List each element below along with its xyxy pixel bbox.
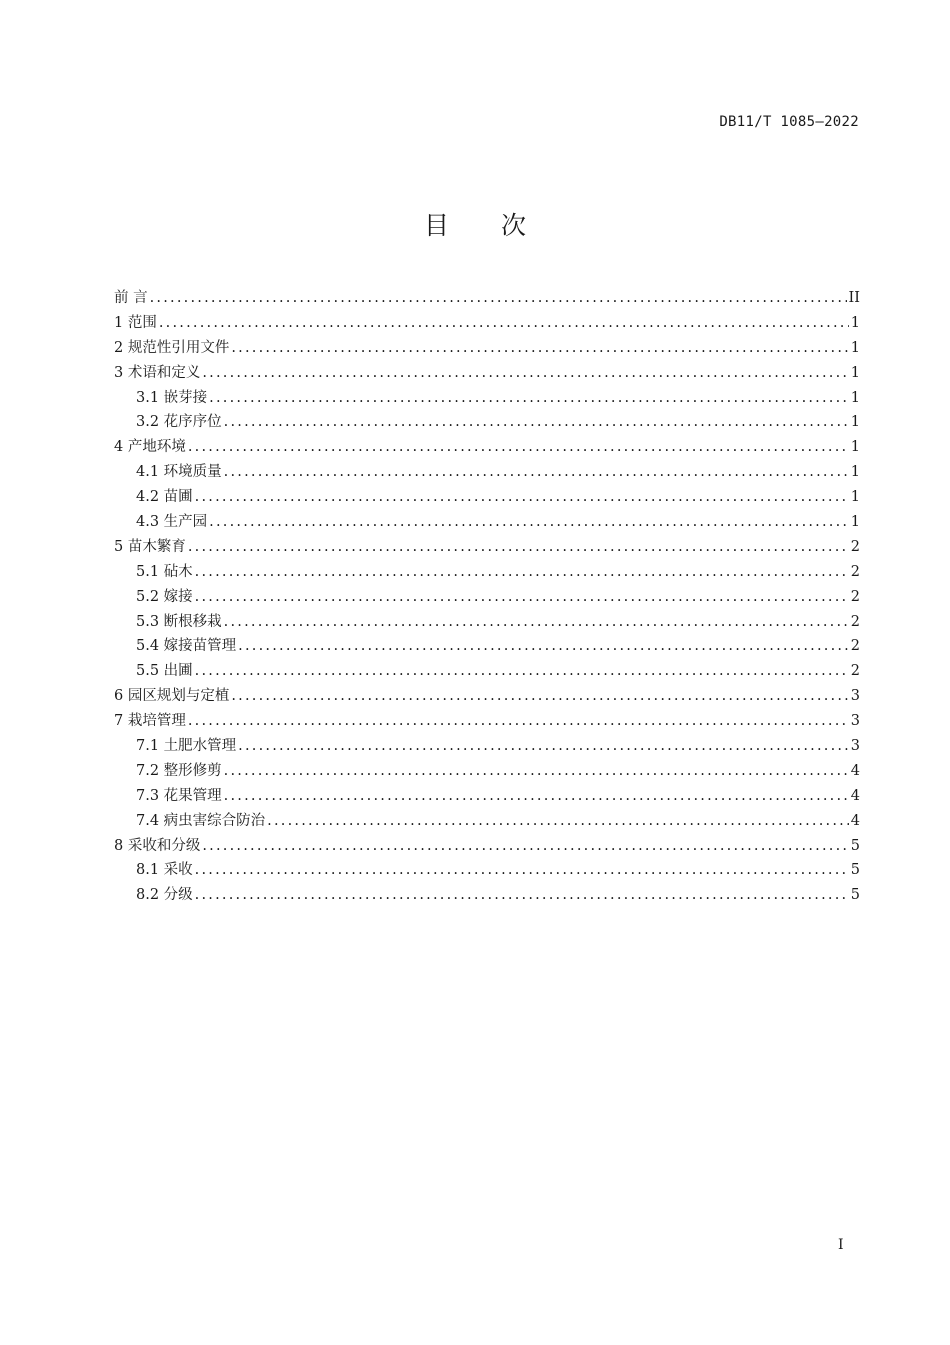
toc-entry-label: 5.4 嫁接苗管理 (136, 638, 237, 655)
toc-dot-leader (195, 663, 849, 679)
toc-entry-label: 前 言 (114, 290, 148, 306)
document-code: DB11/T 1085—2022 (719, 114, 859, 130)
toc-entry[interactable] (114, 386, 860, 411)
toc-entry-page: 4 (850, 787, 860, 804)
toc-dot-leader (150, 290, 847, 306)
toc-entry-page: 3 (850, 688, 860, 705)
toc-dot-leader (224, 414, 849, 430)
toc-dot-leader (188, 439, 849, 455)
page-title: 目 次 (424, 211, 548, 240)
toc-entry[interactable] (114, 610, 860, 635)
toc-entry-page: 1 (850, 339, 860, 356)
toc-entry-label: 8.2 分级 (136, 887, 193, 904)
toc-entry-label: 5.1 砧木 (136, 563, 193, 580)
toc-entry-label: 1 范围 (114, 314, 157, 331)
toc-entry-page: 2 (850, 588, 860, 605)
toc-entry-label: 3.2 花序序位 (136, 414, 222, 431)
toc-entry[interactable] (114, 535, 860, 560)
toc-entry-page: 1 (850, 464, 860, 481)
toc-dot-leader (195, 489, 849, 505)
toc-entry-label: 7.4 病虫害综合防治 (136, 812, 266, 829)
toc-dot-leader (224, 763, 849, 779)
toc-entry[interactable] (114, 784, 860, 809)
toc-dot-leader (202, 365, 848, 381)
toc-entry-page: 5 (850, 837, 860, 854)
toc-entry-label: 5 苗木繁育 (114, 538, 186, 555)
toc-entry-label: 3.1 嵌芽接 (136, 389, 208, 406)
toc-entry-label: 4.1 环境质量 (136, 464, 222, 481)
toc-entry-page: 1 (850, 314, 860, 331)
toc-entry[interactable] (114, 361, 860, 386)
toc-entry-label: 5.2 嫁接 (136, 588, 193, 605)
toc-dot-leader (209, 514, 849, 530)
toc-entry[interactable] (114, 834, 860, 859)
toc-entry[interactable] (114, 858, 860, 883)
toc-entry-label: 7.1 土肥水管理 (136, 738, 237, 755)
toc-entry[interactable] (114, 410, 860, 435)
toc-entry[interactable] (114, 435, 860, 460)
toc-dot-leader (224, 788, 849, 804)
toc-dot-leader (195, 862, 849, 878)
toc-entry[interactable] (114, 460, 860, 485)
toc-entry-page: 2 (850, 538, 860, 555)
toc-entry[interactable] (114, 634, 860, 659)
toc-dot-leader (238, 638, 849, 654)
toc-dot-leader (267, 813, 849, 829)
toc-dot-leader (202, 838, 848, 854)
toc-entry-page: 5 (850, 862, 860, 879)
toc-entry[interactable] (114, 336, 860, 361)
toc-entry-page: 1 (850, 514, 860, 531)
toc-entry-label: 6 园区规划与定植 (114, 688, 230, 705)
toc-entry[interactable] (114, 734, 860, 759)
toc-entry-page: 1 (850, 389, 860, 406)
toc-entry-label: 7.3 花果管理 (136, 787, 222, 804)
toc-entry-label: 4.3 生产园 (136, 514, 208, 531)
toc-entry-label: 7.2 整形修剪 (136, 762, 222, 779)
toc-dot-leader (188, 539, 849, 555)
toc-entry-label: 5.3 断根移栽 (136, 613, 222, 630)
toc-entry-page: 1 (850, 489, 860, 506)
toc-entry-page: 5 (850, 887, 860, 904)
toc-entry-page: 1 (850, 414, 860, 431)
toc-entry[interactable] (114, 759, 860, 784)
toc-entry[interactable] (114, 286, 860, 311)
toc-entry-label: 3 术语和定义 (114, 364, 201, 381)
toc-dot-leader (195, 589, 849, 605)
toc-dot-leader (238, 738, 849, 754)
toc-entry-label: 5.5 出圃 (136, 663, 193, 680)
toc-entry-page: II (848, 290, 860, 306)
toc-entry-label: 4 产地环境 (114, 439, 186, 456)
table-of-contents (114, 286, 860, 908)
toc-entry-label: 8 采收和分级 (114, 837, 201, 854)
page-number: I (838, 1237, 844, 1253)
toc-dot-leader (209, 390, 849, 406)
toc-dot-leader (195, 887, 849, 903)
toc-dot-leader (159, 315, 849, 331)
toc-dot-leader (195, 564, 849, 580)
toc-entry-page: 2 (850, 563, 860, 580)
toc-entry-label: 2 规范性引用文件 (114, 339, 230, 356)
toc-entry-label: 4.2 苗圃 (136, 489, 193, 506)
toc-entry-page: 3 (850, 713, 860, 730)
toc-entry-page: 2 (850, 663, 860, 680)
toc-entry-label: 7 栽培管理 (114, 713, 186, 730)
toc-entry-page: 2 (850, 638, 860, 655)
toc-entry-page: 1 (850, 439, 860, 456)
toc-entry[interactable] (114, 809, 860, 834)
toc-entry-page: 1 (850, 364, 860, 381)
toc-entry[interactable] (114, 659, 860, 684)
toc-entry-label: 8.1 采收 (136, 862, 193, 879)
toc-dot-leader (231, 340, 848, 356)
toc-entry-page: 3 (850, 738, 860, 755)
toc-entry[interactable] (114, 485, 860, 510)
toc-entry-page: 4 (850, 812, 860, 829)
toc-entry[interactable] (114, 311, 860, 336)
toc-entry[interactable] (114, 510, 860, 535)
toc-dot-leader (231, 688, 848, 704)
toc-entry[interactable] (114, 684, 860, 709)
toc-dot-leader (224, 614, 849, 630)
toc-entry[interactable] (114, 560, 860, 585)
toc-entry[interactable] (114, 709, 860, 734)
toc-entry-page: 2 (850, 613, 860, 630)
toc-dot-leader (224, 464, 849, 480)
toc-entry-page: 4 (850, 762, 860, 779)
toc-entry[interactable] (114, 585, 860, 610)
toc-entry[interactable] (114, 883, 860, 908)
toc-dot-leader (188, 713, 849, 729)
